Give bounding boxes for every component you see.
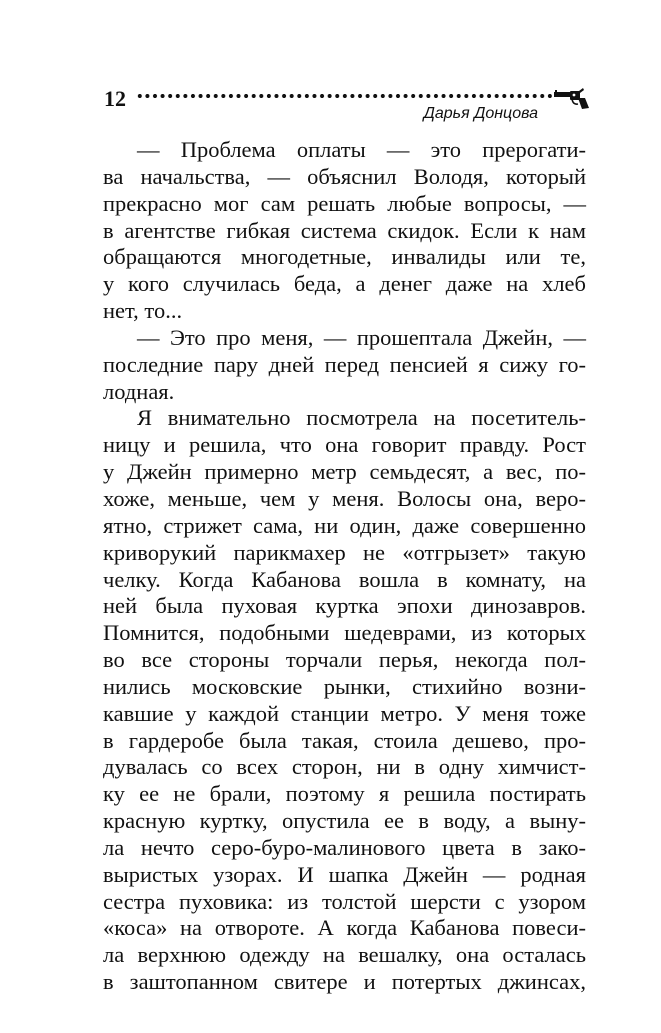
text-line: криворукий парикмахер не «отгрызет» такую bbox=[103, 539, 586, 565]
text-line: — Это про меня, — прошептала Джейн, — bbox=[137, 324, 586, 350]
text-line: выристых узорах. И шапка Джейн — родная bbox=[103, 861, 586, 887]
text-line: последние пару дней перед пенсией я сижу го- bbox=[103, 351, 586, 377]
body-text bbox=[103, 137, 586, 996]
page-number: 12 bbox=[104, 86, 126, 111]
text-line: дувалась со всех сторон, ни в одну химчист- bbox=[103, 754, 586, 780]
text-line: во все стороны торчали перья, некогда пол- bbox=[103, 647, 586, 673]
dotted-leader bbox=[136, 93, 554, 99]
text-line: — Проблема оплаты — это прерогати- bbox=[137, 137, 586, 162]
text-line: кавшие у каждой станции метро. У меня тоже bbox=[103, 700, 586, 726]
text-line: хоже, меньше, чем у меня. Волосы она, веро- bbox=[103, 485, 586, 511]
text-line: ла верхнюю одежду на вешалку, она осталась bbox=[103, 942, 586, 968]
text-line: Помнится, подобными шедеврами, из которых bbox=[103, 620, 586, 646]
text-line: ницу и решила, что она говорит правду. Рост bbox=[103, 432, 586, 458]
text-line: у Джейн примерно метр семьдесят, а вес, по- bbox=[103, 459, 586, 485]
text-line: ней была пуховая куртка эпохи динозавров. bbox=[103, 593, 586, 619]
text-line: ла нечто серо-буро-малинового цвета в зако- bbox=[103, 834, 586, 860]
text-line: лодная. bbox=[103, 378, 175, 404]
text-line: обращаются многодетные, инвалиды или те, bbox=[103, 244, 586, 270]
text-line: в гардеробе была такая, стоила дешево, про- bbox=[103, 727, 586, 753]
text-line: в заштопанном свитере и потертых джинсах, bbox=[103, 969, 586, 995]
text-line: ятно, стрижет сама, ни один, даже совершенно bbox=[103, 512, 586, 538]
text-line: сестра пуховика: из толстой шерсти с узором bbox=[103, 888, 586, 914]
running-header bbox=[104, 86, 590, 126]
text-line: красную куртку, опустила ее в воду, а выну- bbox=[103, 808, 586, 834]
text-line: «коса» на отвороте. А когда Кабанова повеси- bbox=[103, 915, 586, 941]
text-line: нились московские рынки, стихийно возни- bbox=[103, 673, 586, 699]
text-line: челку. Когда Кабанова вошла в комнату, на bbox=[103, 566, 586, 592]
text-line: у кого случилась беда, а денег даже на хлеб bbox=[103, 271, 586, 297]
text-line: нет, то... bbox=[103, 298, 183, 324]
text-line: ва начальства, — объяснил Володя, который bbox=[103, 163, 586, 189]
text-line: прекрасно мог сам решать любые вопросы, — bbox=[103, 190, 586, 216]
text-line: ку ее не брали, поэтому я решила постирать bbox=[103, 781, 586, 807]
revolver-icon bbox=[554, 86, 590, 110]
text-line: Я внимательно посмотрела на посетитель- bbox=[137, 405, 586, 431]
author-name: Дарья Донцова bbox=[423, 105, 538, 122]
text-line: в агентстве гибкая система скидок. Если к нам bbox=[103, 217, 586, 243]
